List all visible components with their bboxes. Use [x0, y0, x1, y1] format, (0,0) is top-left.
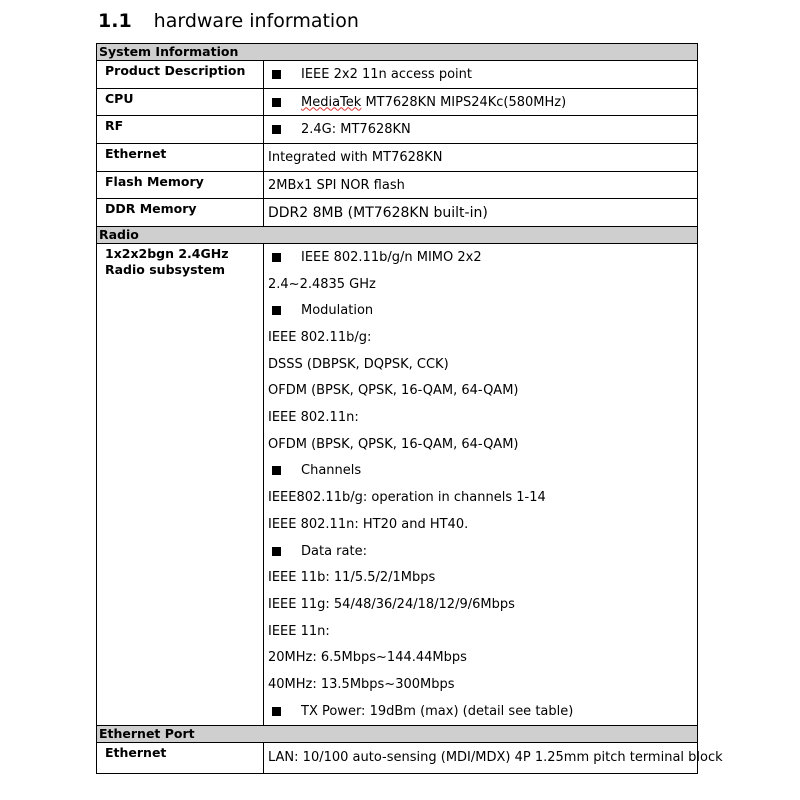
table-row	[97, 61, 698, 89]
section-header: Ethernet Port	[97, 725, 698, 742]
section-heading	[98, 8, 359, 34]
value-line	[268, 89, 697, 116]
row-label: Ethernet	[97, 144, 264, 172]
bullet-icon	[272, 125, 281, 134]
bullet-icon	[272, 547, 281, 556]
value-text: OFDM (BPSK, QPSK, 16-QAM, 64-QAM)	[268, 436, 519, 452]
value-text: IEEE 802.11b/g:	[268, 330, 372, 346]
value-text-spellcheck: MediaTek	[301, 94, 362, 110]
table-row	[97, 116, 698, 144]
row-label-line: 1x2x2bgn 2.4GHz	[105, 246, 229, 262]
value-line	[268, 378, 697, 405]
section-number: 1.1	[98, 10, 132, 32]
value-text: Modulation	[301, 303, 374, 319]
value-line	[268, 698, 697, 725]
value-text: IEEE 11n:	[268, 623, 330, 639]
row-label: RF	[97, 116, 264, 144]
value-line	[268, 61, 697, 88]
value-text: DSSS (DBPSK, DQPSK, CCK)	[268, 356, 449, 372]
row-value	[264, 742, 723, 773]
value-line	[268, 484, 697, 511]
value-line	[268, 244, 697, 271]
value-line	[268, 116, 697, 143]
row-label: Ethernet	[97, 742, 264, 773]
value-line	[268, 351, 697, 378]
row-label: Product Description	[97, 61, 264, 89]
value-line	[268, 511, 697, 538]
value-text: LAN: 10/100 auto-sensing (MDI/MDX) 4P 1.25mm pitch terminal block	[268, 750, 723, 765]
value-text: IEEE 11b: 11/5.5/2/1Mbps	[268, 570, 436, 586]
value-text: IEEE 11g: 54/48/36/24/18/12/9/6Mbps	[268, 596, 515, 612]
row-value	[264, 88, 698, 116]
value-text: DDR2 8MB (MT7628KN built-in)	[268, 204, 488, 221]
value-text: MT7628KN MIPS24Kc(580MHz)	[361, 94, 567, 110]
value-text: 20MHz: 6.5Mbps~144.44Mbps	[268, 650, 467, 666]
table-row	[97, 144, 698, 172]
bullet-icon	[272, 707, 281, 716]
row-value	[264, 116, 698, 144]
value-text: Data rate:	[301, 543, 367, 559]
value-line	[268, 144, 697, 171]
row-label: DDR Memory	[97, 199, 264, 227]
value-line	[268, 199, 697, 226]
bullet-icon	[272, 70, 281, 79]
hardware-info-table	[96, 43, 723, 774]
row-value	[264, 199, 698, 227]
value-text: 40MHz: 13.5Mbps~300Mbps	[268, 676, 455, 692]
section-header: System Information	[97, 44, 698, 61]
value-text: IEEE 802.11b/g/n MIMO 2x2	[301, 249, 482, 265]
value-line	[268, 538, 697, 565]
value-line	[268, 618, 697, 645]
row-value	[264, 171, 698, 199]
value-line	[268, 743, 723, 773]
section-row-radio	[97, 227, 698, 244]
value-text: OFDM (BPSK, QPSK, 16-QAM, 64-QAM)	[268, 383, 519, 399]
value-text: 2.4~2.4835 GHz	[268, 276, 376, 292]
value-text: TX Power: 19dBm (max) (detail see table)	[301, 703, 574, 719]
value-line	[268, 271, 697, 298]
value-text: IEEE 2x2 11n access point	[301, 66, 472, 82]
value-line	[268, 404, 697, 431]
value-text: Integrated with MT7628KN	[268, 149, 443, 165]
table-row	[97, 88, 698, 116]
value-text: 2MBx1 SPI NOR flash	[268, 177, 405, 193]
value-line	[268, 671, 697, 698]
bullet-icon	[272, 253, 281, 262]
value-text: IEEE 802.11n: HT20 and HT40.	[268, 516, 469, 532]
bullet-icon	[272, 306, 281, 315]
section-row-ethernet-port	[97, 725, 698, 742]
value-text: 2.4G: MT7628KN	[301, 122, 411, 138]
value-line	[268, 644, 697, 671]
table-row	[97, 199, 698, 227]
row-value	[264, 244, 698, 725]
row-value	[264, 144, 698, 172]
row-label: CPU	[97, 88, 264, 116]
bullet-icon	[272, 466, 281, 475]
row-label	[97, 244, 264, 725]
section-title: hardware information	[153, 10, 359, 32]
row-label: Flash Memory	[97, 171, 264, 199]
value-line	[268, 172, 697, 199]
value-text: IEEE 802.11n:	[268, 410, 359, 426]
value-line	[268, 564, 697, 591]
value-text: Channels	[301, 463, 362, 479]
value-line	[268, 431, 697, 458]
value-line	[268, 458, 697, 485]
bullet-icon	[272, 98, 281, 107]
value-line	[268, 591, 697, 618]
row-value	[264, 61, 698, 89]
section-row-system	[97, 44, 698, 61]
value-line	[268, 298, 697, 325]
table-row	[97, 171, 698, 199]
row-label-line: Radio subsystem	[105, 262, 226, 278]
table-row	[97, 244, 698, 725]
table-row	[97, 742, 698, 773]
value-line	[268, 324, 697, 351]
section-header: Radio	[97, 227, 698, 244]
value-text: IEEE802.11b/g: operation in channels 1-14	[268, 490, 546, 506]
